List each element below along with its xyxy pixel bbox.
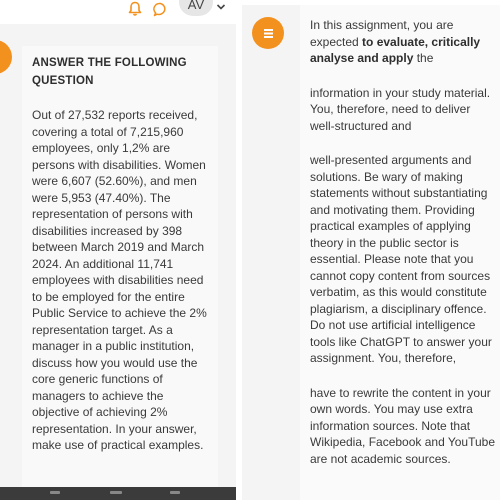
question-card [22,46,218,500]
orange-marker [0,40,12,74]
instructions-card [300,5,500,500]
instructions-paragraph-4: have to rewrite the content in your own words. You may use extra information sources. Note that Wikipedia, Facebook and YouTube are not academic sources. [310,385,496,466]
instructions-paragraph-1 [310,17,496,67]
chat-icon[interactable] [153,2,168,17]
bell-icon[interactable] [128,1,142,17]
list-icon [262,27,275,40]
nav-mark-icon[interactable] [110,491,122,494]
instructions-paragraph-3: well-presented arguments and solutions. Be wary of making statements without substantiating and motivating them. Providing practical examples of applying theory in the public sector is essential. Please note that you cannot copy content from sources verbatim, as this would constitute plagiarism, a disciplinary offence. Do not use artificial intelligence tools like ChatGPT to answer your assignment. You, therefore, [310,153,492,365]
nav-mark-icon[interactable] [50,491,60,494]
chevron-down-icon[interactable] [216,3,226,11]
bottom-nav-bar [0,487,236,500]
avatar[interactable] [179,0,213,16]
instructions-panel [242,0,500,500]
top-bar [0,0,236,24]
question-panel [0,0,236,500]
avatar-initials: AV [187,0,205,12]
question-title: ANSWER THE FOLLOWING QUESTION [32,57,187,87]
menu-button[interactable] [252,17,284,49]
question-body: Out of 27,532 reports received, covering a total of 7,215,960 employees, only 1,2% are persons with disabilities. Women were 6,607 (52.60%), and men were 5,953 (47.40%). The representation of persons with disabilities increased by 398 between March 2019 and March 2024. An additional 11,741 employees with disabilities need to be employed for the entire Public Service to achieve the 2% representation target. As a manager in a public institution, discuss how you would use the core generic functions of managers to achieve the objective of achieving 2% representation. In your answer, make use of practical examples. [32,108,207,452]
instructions-text: the [413,51,434,65]
nav-mark-icon[interactable] [170,491,180,494]
instructions-text: In this assignment, you are expected [310,18,454,49]
instructions-emphasis: to evaluate, critically analyse and apply [310,34,481,65]
instructions-paragraph-2: information in your study material. You, therefore, need to deliver well-structured and [310,85,491,133]
